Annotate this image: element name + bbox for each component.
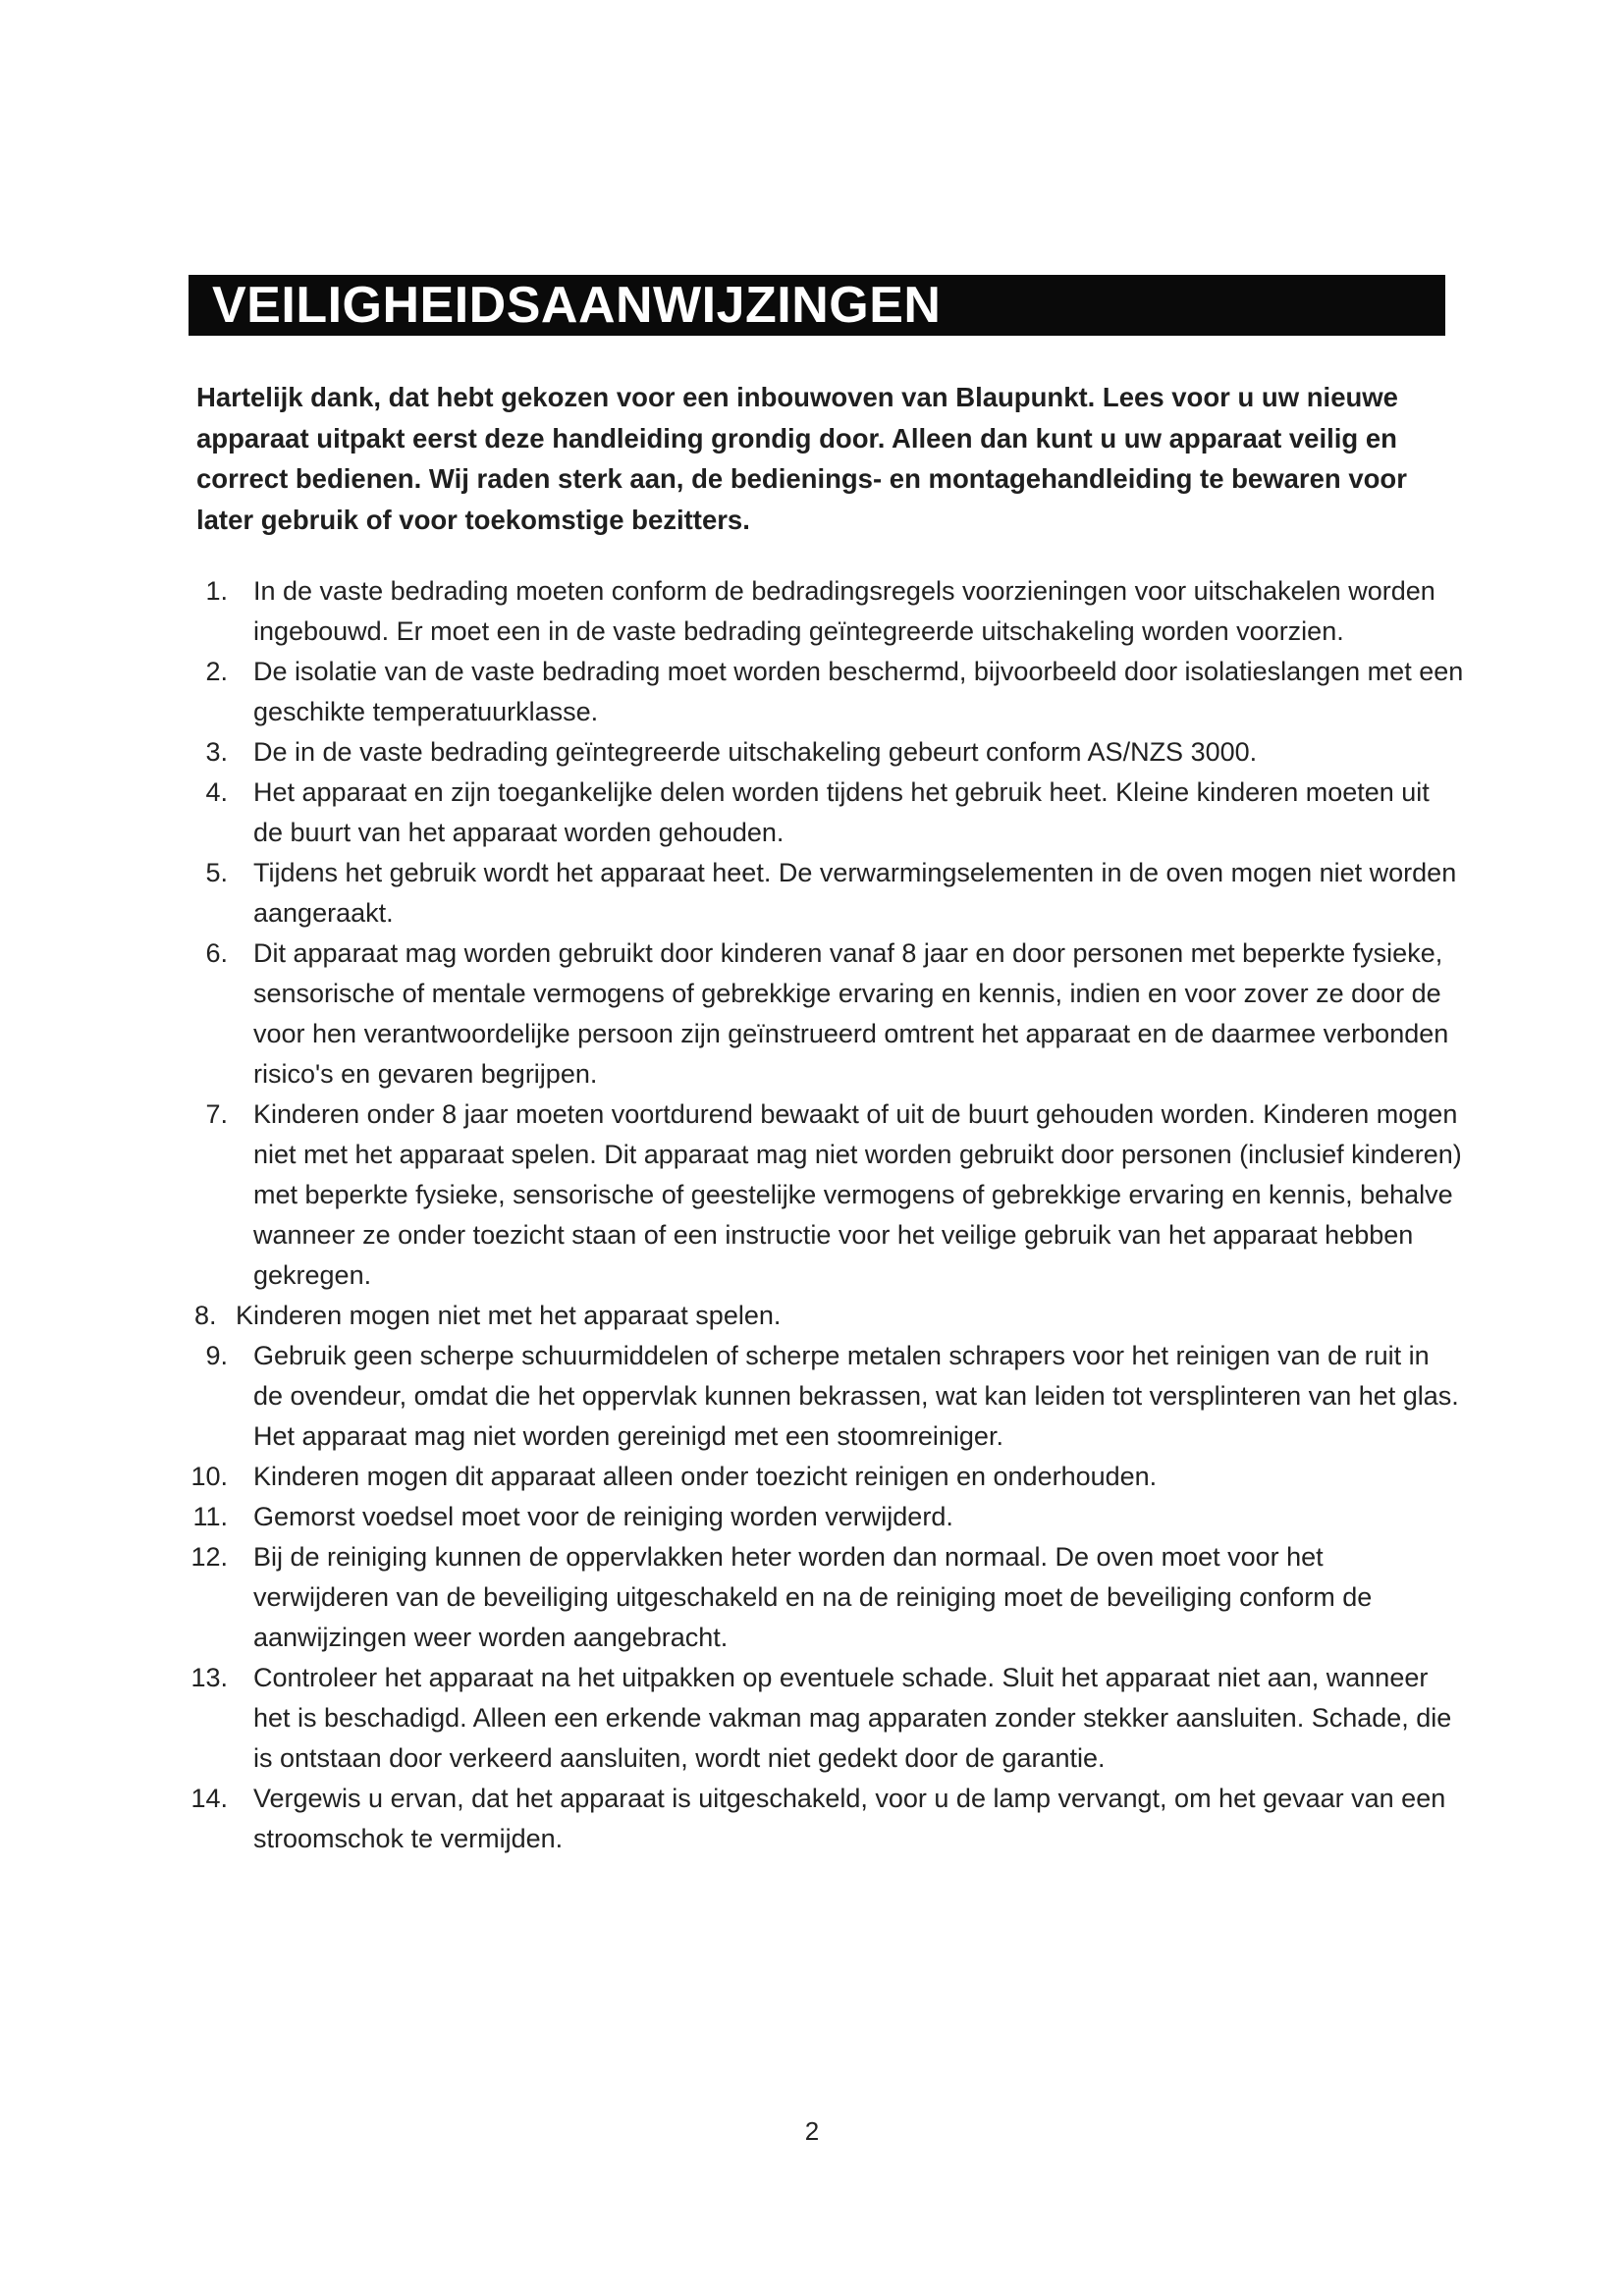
list-item [189,1537,1465,1658]
list-item [189,1779,1465,1859]
list-item [189,1336,1465,1457]
item-text: Gebruik geen scherpe schuurmiddelen of scherpe metalen schrapers voor het reinigen van de ruit in de ovendeur, omdat die het oppervlak kunnen bekrassen, wat kan leiden tot versplinteren van het glas. Het apparaat mag niet worden gereinigd met een stoomreiniger. [253,1341,1459,1451]
item-number: 4. [205,777,228,807]
list-item [189,1095,1465,1296]
page-number: 2 [804,2116,820,2146]
list-item [189,1658,1465,1779]
item-number: 1. [205,576,228,606]
item-text: Bij de reiniging kunnen de oppervlakken heter worden dan normaal. De oven moet voor het verwijderen van de beveiliging uitgeschakeld en na de reiniging moet de beveiliging conform de aanwijzingen weer worden aangebracht. [253,1542,1373,1652]
safety-instructions-list [189,571,1465,1859]
item-number: 7. [205,1099,228,1129]
item-number: 14. [190,1784,228,1813]
item-text: Dit apparaat mag worden gebruikt door kinderen vanaf 8 jaar en door personen met beperkte fysieke, sensorische of mentale vermogens of gebrekkige ervaring en kennis, indien en voor zover ze door de voor hen verantwoordelijke persoon zijn geïnstrueerd omtrent het apparaat en de daarmee verbonden risico's en gevaren begrijpen. [253,938,1449,1089]
item-number: 3. [205,737,228,767]
section-title: VEILIGHEIDSAANWIJZINGEN [189,275,1445,336]
item-number: 13. [190,1663,228,1692]
list-item [189,732,1465,773]
list-item [189,1296,1465,1336]
item-text: Het apparaat en zijn toegankelijke delen worden tijdens het gebruik heet. Kleine kinderen moeten uit de buurt van het apparaat worden gehouden. [253,777,1430,847]
list-item [189,773,1465,853]
item-text: Gemorst voedsel moet voor de reiniging worden verwijderd. [253,1502,953,1531]
item-text: Kinderen mogen niet met het apparaat spelen. [236,1301,782,1330]
item-text: In de vaste bedrading moeten conform de bedradingsregels voorzieningen voor uitschakelen worden ingebouwd. Er moet een in de vaste bedrading geïntegreerde uitschakeling worden voorzien. [253,576,1435,646]
item-text: De isolatie van de vaste bedrading moet worden beschermd, bijvoorbeeld door isolatieslangen met een geschikte temperatuurklasse. [253,657,1464,726]
item-number: 2. [205,657,228,686]
item-number: 12. [190,1542,228,1572]
item-text: Kinderen mogen dit apparaat alleen onder toezicht reinigen en onderhouden. [253,1462,1158,1491]
list-item [189,1497,1465,1537]
item-number: 9. [205,1341,228,1370]
list-item [189,934,1465,1095]
item-text: De in de vaste bedrading geïntegreerde uitschakeling gebeurt conform AS/NZS 3000. [253,737,1258,767]
item-number: 6. [205,938,228,968]
item-text: Vergewis u ervan, dat het apparaat is uitgeschakeld, voor u de lamp vervangt, om het gevaar van een stroomschok te vermijden. [253,1784,1446,1853]
item-text: Kinderen onder 8 jaar moeten voortdurend bewaakt of uit de buurt gehouden worden. Kinderen mogen niet met het apparaat spelen. Dit apparaat mag niet worden gebruikt door personen (inclusief kinderen) met beperkte fysieke, sensorische of geestelijke vermogens of gebrekkige ervaring en kennis, behalve wanneer ze onder toezicht staan of een instructie voor het veilige gebruik van het apparaat hebben gekregen. [253,1099,1462,1290]
item-number: 5. [205,858,228,887]
item-number: 8. [194,1301,217,1330]
list-item [189,652,1465,732]
item-text: Controleer het apparaat na het uitpakken op eventuele schade. Sluit het apparaat niet aan, wanneer het is beschadigd. Alleen een erkende vakman mag apparaten zonder stekker aansluiten. Schade, die is ontstaan door verkeerd aansluiten, wordt niet gedekt door de garantie. [253,1663,1452,1773]
list-item [189,853,1465,934]
list-item [189,571,1465,652]
item-number: 11. [192,1502,228,1531]
intro-paragraph: Hartelijk dank, dat hebt gekozen voor een inbouwoven van Blaupunkt. Lees voor u uw nieuwe apparaat uitpakt eerst deze handleiding grondig door. Alleen dan kunt u uw apparaat veilig en correct bedienen. Wij raden sterk aan, de bedienings- en montagehandleiding te bewaren voor later gebruik of voor toekomstige bezitters. [196,382,1407,535]
list-item [189,1457,1465,1497]
item-text: Tijdens het gebruik wordt het apparaat heet. De verwarmingselementen in de oven mogen niet worden aangeraakt. [253,858,1457,928]
item-number: 10. [190,1462,228,1491]
